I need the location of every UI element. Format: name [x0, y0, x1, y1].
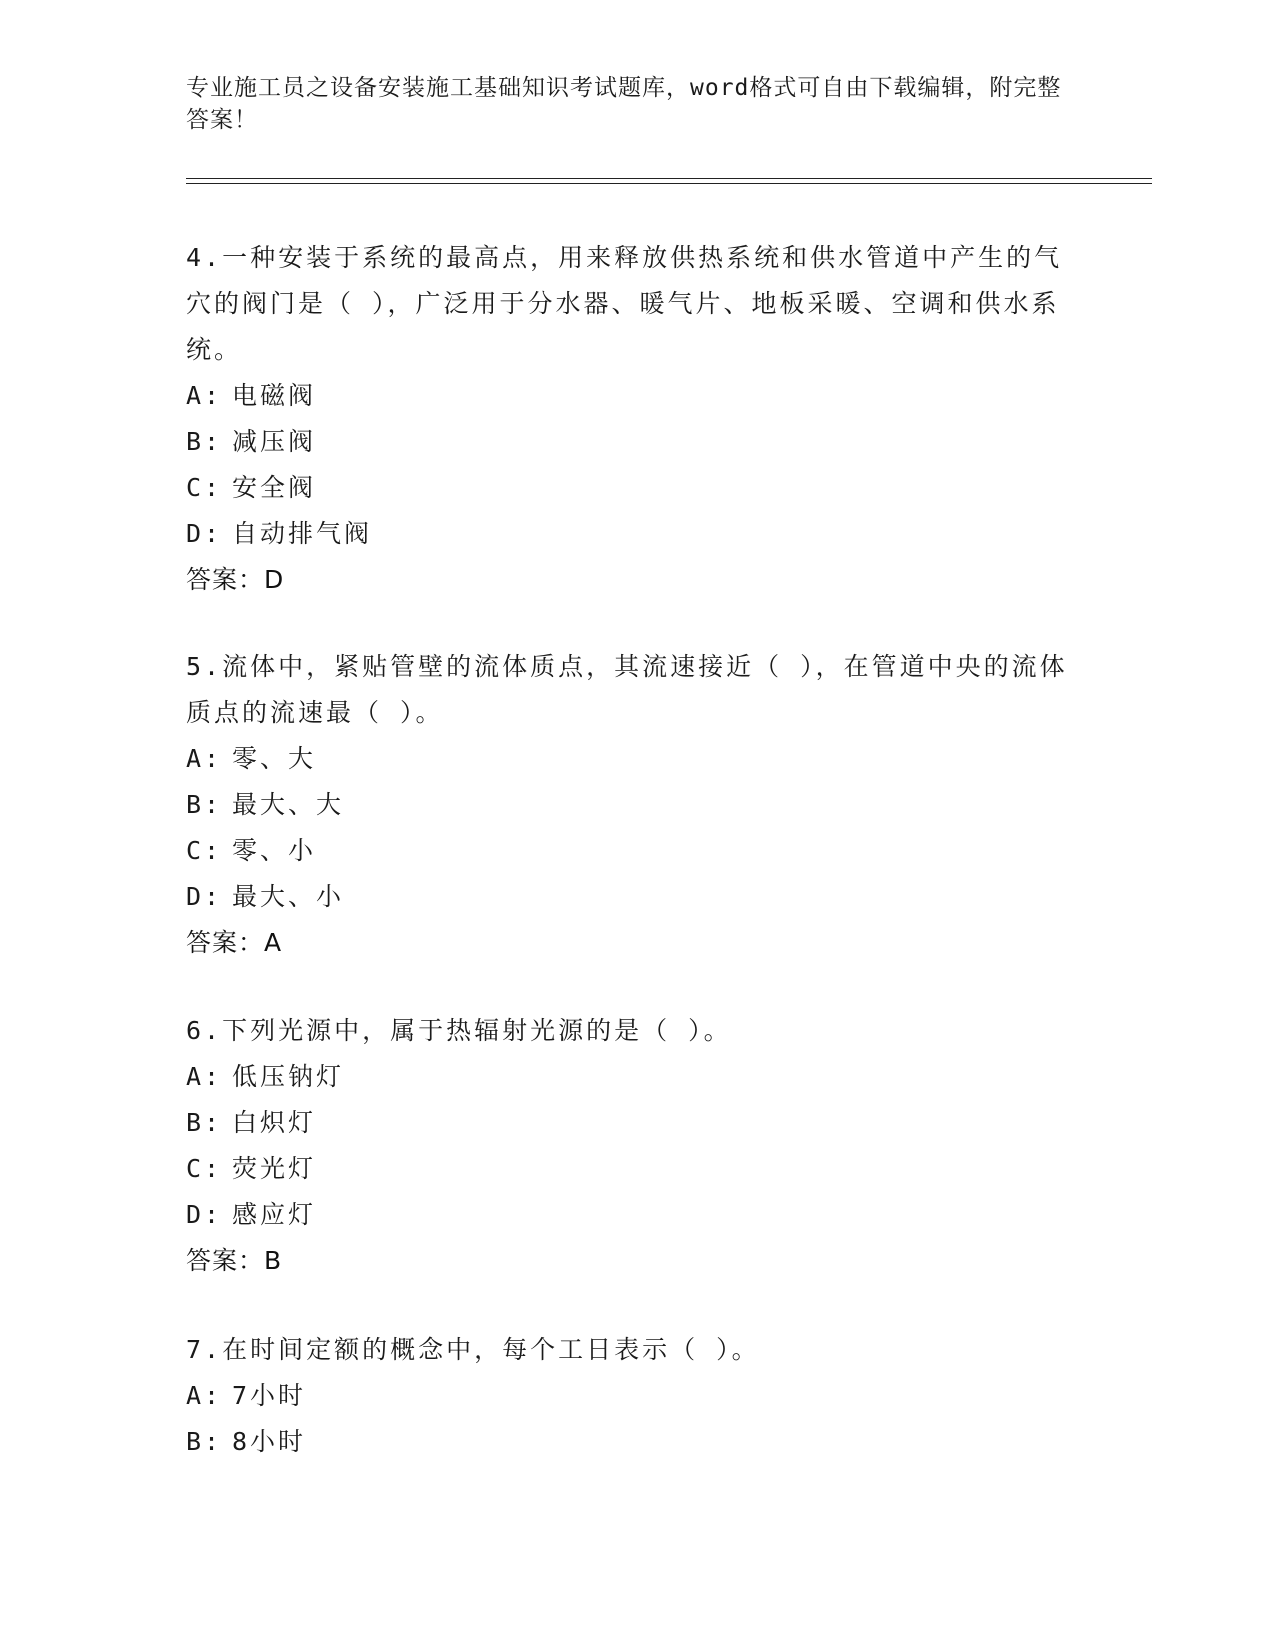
question-stem: 6.下列光源中，属于热辐射光源的是（ ）。: [186, 1016, 732, 1045]
option-b: [186, 419, 1086, 465]
question-stem: 5.流体中，紧贴管壁的流体质点，其流速接近（ ），在管道中央的流体质点的流速最（ ）。: [186, 652, 1068, 727]
option-text: 电磁阀: [232, 381, 317, 410]
header-divider-bottom: [186, 183, 1152, 184]
option-key: D:: [186, 1200, 223, 1229]
option-text: 白炽灯: [232, 1108, 317, 1137]
option-text: 荧光灯: [232, 1154, 317, 1183]
option-text: 安全阀: [232, 473, 317, 502]
option-key: A:: [186, 744, 223, 773]
option-key: A:: [186, 381, 223, 410]
option-text: 最大、大: [232, 790, 345, 819]
option-key: B:: [186, 1427, 223, 1456]
option-b: [186, 782, 1086, 828]
option-key: D:: [186, 882, 223, 911]
option-d: [186, 1192, 1086, 1238]
header-divider-top: [186, 178, 1152, 179]
option-c: [186, 465, 1086, 511]
question-5: [186, 644, 1086, 966]
option-text: 最大、小: [232, 882, 345, 911]
option-a: [186, 736, 1086, 782]
option-key: C:: [186, 836, 223, 865]
option-text: 感应灯: [232, 1200, 317, 1229]
option-key: D:: [186, 519, 223, 548]
option-c: [186, 828, 1086, 874]
option-text: 减压阀: [232, 427, 317, 456]
option-key: C:: [186, 473, 223, 502]
option-d: [186, 511, 1086, 557]
option-text: 零、大: [232, 744, 317, 773]
option-text: 零、小: [232, 836, 317, 865]
answer-line: 答案：B: [186, 1246, 283, 1275]
question-stem: 7.在时间定额的概念中，每个工日表示（ ）。: [186, 1335, 760, 1364]
option-key: A:: [186, 1381, 223, 1410]
option-key: A:: [186, 1062, 223, 1091]
document-header: 专业施工员之设备安装施工基础知识考试题库，word格式可自由下载编辑，附完整答案！: [186, 75, 1062, 133]
question-4: [186, 235, 1086, 603]
option-text: 低压钠灯: [232, 1062, 345, 1091]
option-key: C:: [186, 1154, 223, 1183]
option-text: 8小时: [232, 1427, 307, 1456]
option-key: B:: [186, 427, 223, 456]
question-6: [186, 1008, 1086, 1284]
option-a: [186, 373, 1086, 419]
answer-line: 答案：A: [186, 928, 283, 957]
option-c: [186, 1146, 1086, 1192]
question-7: [186, 1327, 1086, 1465]
option-a: [186, 1373, 1086, 1419]
option-a: [186, 1054, 1086, 1100]
option-key: B:: [186, 1108, 223, 1137]
question-stem: 4.一种安装于系统的最高点，用来释放供热系统和供水管道中产生的气穴的阀门是（ ），广泛用于分水器、暖气片、地板采暖、空调和供水系统。: [186, 243, 1063, 364]
option-key: B:: [186, 790, 223, 819]
option-text: 自动排气阀: [232, 519, 373, 548]
option-text: 7小时: [232, 1381, 307, 1410]
option-b: [186, 1419, 1086, 1465]
option-b: [186, 1100, 1086, 1146]
answer-line: 答案：D: [186, 565, 285, 594]
option-d: [186, 874, 1086, 920]
